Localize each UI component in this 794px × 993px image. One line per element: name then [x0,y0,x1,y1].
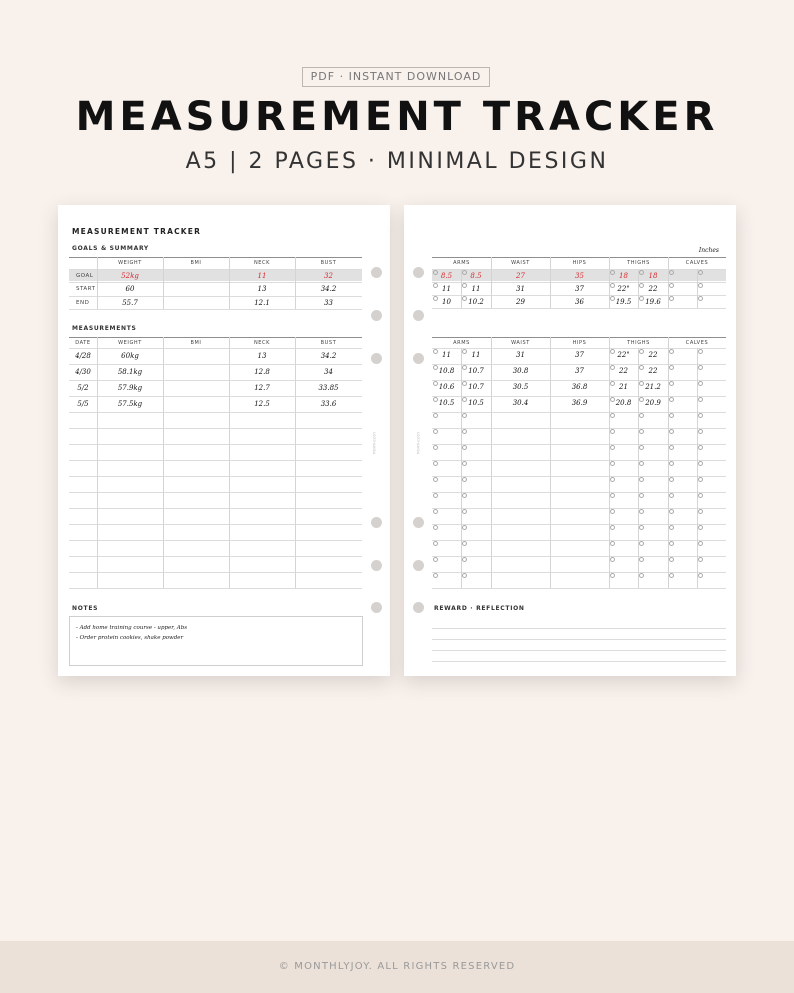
measurement-value: 34 [324,368,333,376]
left-right-marker [639,541,644,546]
left-right-marker [462,445,467,450]
notes-label: NOTES [72,605,99,612]
left-right-marker [698,381,703,386]
left-right-marker [433,541,438,546]
copyright-footer: © MONTHLYJOY. ALL RIGHTS RESERVED [0,941,794,993]
left-right-marker [669,365,674,370]
column-header: NECK [253,340,271,346]
measurement-value: 10.7 [468,367,484,375]
left-right-marker [610,525,615,530]
column-divider [163,257,164,309]
table-rule [432,337,726,338]
left-right-marker [669,296,674,301]
writing-line [432,661,726,662]
column-header: WEIGHT [118,340,142,346]
left-right-marker [698,270,703,275]
measurement-value: 13 [257,352,267,360]
column-header: WAIST [511,260,530,266]
measurement-value: 18 [648,272,658,280]
table-rule [69,309,362,310]
left-right-marker [610,557,615,562]
measurement-value: 10.8 [438,367,455,375]
left-right-marker [462,429,467,434]
table-rule [69,460,362,461]
goal-value: 52kg [121,272,139,280]
goal-value: 33 [324,299,333,307]
measurement-value: 10.6 [438,383,455,391]
left-right-marker [698,493,703,498]
row-label: GOAL [76,273,94,279]
column-header: CALVES [685,260,709,266]
measurement-value: 60kg [121,352,139,360]
left-right-marker [462,525,467,530]
row-label: END [76,300,90,306]
goal-value: 55.7 [122,299,138,307]
left-right-marker [462,541,467,546]
table-rule [432,308,726,309]
measurement-value: 10.5 [468,399,484,407]
measurement-value: 37 [575,351,584,359]
table-rule [432,476,726,477]
table-rule [432,364,726,365]
table-rule [69,348,362,349]
goal-value: 11 [257,272,267,280]
column-divider [163,337,164,588]
left-right-marker [698,283,703,288]
column-divider [697,269,698,308]
measurement-value: 8.5 [440,272,453,280]
binder-ring-hole [413,267,424,278]
measurement-value: 11 [442,285,451,293]
measurement-value: 4/30 [75,368,91,376]
units-label: Inches [698,247,719,254]
measurement-value: 36.9 [571,399,588,407]
measurement-value: 34.2 [320,352,337,360]
table-rule [432,492,726,493]
side-watermark: MONTHLYJOY [416,431,421,455]
writing-line [432,650,726,651]
table-rule [69,380,362,381]
measurement-value: 57.9kg [117,384,143,392]
table-rule [432,572,726,573]
measurement-value: 5/5 [77,400,89,408]
goal-value: 12.1 [254,299,270,307]
main-title: MEASUREMENT TRACKER [75,94,719,140]
column-header: THIGHS [627,340,650,346]
left-right-marker [610,541,615,546]
left-right-marker [698,509,703,514]
reward-reflection-label: REWARD · REFLECTION [434,605,525,612]
left-right-marker [698,397,703,402]
left-right-marker [698,477,703,482]
row-label: START [76,286,96,292]
measurement-value: 58.1kg [117,368,143,376]
table-rule [432,380,726,381]
measurement-value: 11 [471,285,481,293]
goal-value: 32 [324,272,333,280]
measurement-value: 5/2 [77,384,89,392]
column-header: BUST [320,340,337,346]
binder-ring-hole [413,310,424,321]
table-rule [69,296,362,297]
left-right-marker [462,461,467,466]
binder-ring-hole [371,353,382,364]
measurement-value: 12.8 [254,368,270,376]
writing-line [432,639,726,640]
left-right-marker [462,509,467,514]
binder-ring-hole [413,353,424,364]
measurement-value: 20.9 [645,399,661,407]
table-rule [69,588,362,589]
left-right-marker [698,296,703,301]
left-right-marker [639,525,644,530]
left-right-marker [610,573,615,578]
left-right-marker [433,493,438,498]
left-right-marker [433,573,438,578]
measurements-label: MEASUREMENTS [72,325,137,332]
left-right-marker [610,461,615,466]
left-right-marker [462,493,467,498]
left-right-marker [698,557,703,562]
left-right-marker [610,509,615,514]
left-right-marker [462,573,467,578]
measurement-value: 36 [575,298,584,306]
measurement-value: 29 [516,298,525,306]
left-right-marker [698,573,703,578]
left-right-marker [669,509,674,514]
measurement-value: 21.2 [645,383,661,391]
binder-ring-hole [413,602,424,613]
table-rule [432,412,726,413]
left-right-marker [698,525,703,530]
left-right-marker [669,429,674,434]
left-right-marker [433,461,438,466]
left-right-marker [698,365,703,370]
left-right-marker [639,493,644,498]
left-right-marker [698,461,703,466]
measurement-value: 4/28 [75,352,91,360]
left-right-marker [669,445,674,450]
column-header: BMI [190,260,202,266]
left-right-marker [462,477,467,482]
column-header: ARMS [453,260,470,266]
column-header: NECK [253,260,271,266]
left-right-marker [669,573,674,578]
column-divider [229,257,230,309]
table-rule [69,524,362,525]
table-rule [69,364,362,365]
column-divider [97,257,98,309]
left-right-marker [610,493,615,498]
left-right-marker [610,429,615,434]
measurement-value: 20.8 [615,399,632,407]
measurement-value: 19.5 [615,298,632,306]
measurement-value: 27 [516,272,525,280]
measurement-value: 57.5kg [117,400,143,408]
note-item: - Order protein cookies, shake powder [76,635,184,641]
goals-summary-label: GOALS & SUMMARY [72,245,149,252]
measurement-value: 22 [648,367,658,375]
left-right-marker [669,557,674,562]
measurement-value: 37 [575,285,584,293]
left-right-marker [669,381,674,386]
table-rule [432,396,726,397]
column-header: WAIST [511,340,530,346]
measurement-value: 18 [619,272,628,280]
table-rule [69,337,362,338]
measurement-value: 11 [442,351,451,359]
measurement-value: 11 [471,351,481,359]
page-title: MEASUREMENT TRACKER [72,227,202,236]
binder-ring-hole [371,310,382,321]
table-rule [69,444,362,445]
measurement-value: 10.5 [438,399,455,407]
column-header: BMI [190,340,202,346]
left-right-marker [669,270,674,275]
left-right-marker [433,557,438,562]
left-right-marker [639,557,644,562]
table-rule [69,269,362,270]
left-right-marker [433,445,438,450]
measurement-value: 8.5 [470,272,482,280]
measurement-value: 22 [648,351,658,359]
measurement-value: 10.7 [468,383,484,391]
binder-ring-hole [371,602,382,613]
table-rule [69,492,362,493]
left-right-marker [639,477,644,482]
left-right-marker [669,525,674,530]
measurement-value: 35 [575,272,584,280]
column-divider [295,257,296,309]
table-rule [69,476,362,477]
left-right-marker [669,461,674,466]
left-right-marker [610,413,615,418]
table-rule [432,556,726,557]
left-right-marker [433,429,438,434]
left-right-marker [639,509,644,514]
table-rule [69,572,362,573]
measurement-value: 30.5 [512,383,529,391]
measurement-value: 33.6 [320,400,337,408]
left-right-marker [462,413,467,418]
measurement-value: 22 [648,285,658,293]
left-right-marker [639,413,644,418]
goal-value: 34.2 [320,285,337,293]
binder-ring-hole [413,560,424,571]
column-header: DATE [75,340,91,346]
table-rule [432,428,726,429]
measurement-value: 10 [442,298,451,306]
column-header: THIGHS [627,260,650,266]
measurement-value: 22 [619,367,628,375]
left-right-marker [639,573,644,578]
measurement-value: 21 [619,383,628,391]
left-right-marker [669,541,674,546]
left-right-marker [698,541,703,546]
column-header: CALVES [685,340,709,346]
left-right-marker [433,413,438,418]
table-rule [432,282,726,283]
measurement-value: 22" [617,285,630,293]
left-right-marker [669,493,674,498]
left-right-marker [669,413,674,418]
table-rule [69,556,362,557]
measurement-value: 22" [617,351,630,359]
right-planner-page [404,205,736,676]
column-header: HIPS [572,340,587,346]
table-rule [69,428,362,429]
table-rule [432,524,726,525]
main-subtitle: A5 | 2 PAGES · MINIMAL DESIGN [185,149,609,174]
left-right-marker [433,477,438,482]
column-header: ARMS [453,340,470,346]
column-header: HIPS [572,260,587,266]
left-right-marker [698,349,703,354]
measurement-value: 37 [575,367,584,375]
left-right-marker [610,477,615,482]
table-rule [69,508,362,509]
side-watermark: MONTHLYJOY [372,431,377,455]
binder-ring-hole [371,560,382,571]
measurement-value: 33.85 [318,384,339,392]
binder-ring-hole [413,517,424,528]
goal-value: 60 [125,285,135,293]
left-right-marker [669,283,674,288]
left-right-marker [639,461,644,466]
measurement-value: 12.7 [254,384,270,392]
table-rule [69,412,362,413]
left-right-marker [698,445,703,450]
table-rule [69,257,362,258]
table-rule [432,460,726,461]
measurement-value: 12.5 [254,400,270,408]
goal-value: 13 [257,285,267,293]
left-right-marker [669,349,674,354]
table-rule [69,282,362,283]
table-rule [69,540,362,541]
format-badge: PDF · INSTANT DOWNLOAD [302,67,490,87]
measurement-value: 31 [516,285,525,293]
column-header: BUST [320,260,337,266]
left-right-marker [639,429,644,434]
left-right-marker [462,557,467,562]
left-planner-page [58,205,390,676]
measurement-value: 30.8 [512,367,529,375]
left-right-marker [698,413,703,418]
left-right-marker [433,525,438,530]
writing-line [432,628,726,629]
table-rule [432,295,726,296]
left-right-marker [669,397,674,402]
measurement-value: 19.6 [645,298,661,306]
table-rule [432,257,726,258]
left-right-marker [610,445,615,450]
note-item: - Add home training course - upper, Abs [76,625,188,631]
table-rule [69,396,362,397]
measurement-value: 31 [516,351,525,359]
measurement-value: 36.8 [571,383,588,391]
left-right-marker [639,445,644,450]
notes-box [69,616,363,666]
left-right-marker [669,477,674,482]
left-right-marker [698,429,703,434]
table-rule [432,540,726,541]
table-rule [432,508,726,509]
binder-ring-hole [371,517,382,528]
left-right-marker [433,509,438,514]
measurement-value: 10.2 [468,298,484,306]
table-rule [432,348,726,349]
table-rule [432,444,726,445]
table-rule [432,588,726,589]
table-rule [432,269,726,270]
binder-ring-hole [371,267,382,278]
measurement-value: 30.4 [512,399,529,407]
column-header: WEIGHT [118,260,142,266]
